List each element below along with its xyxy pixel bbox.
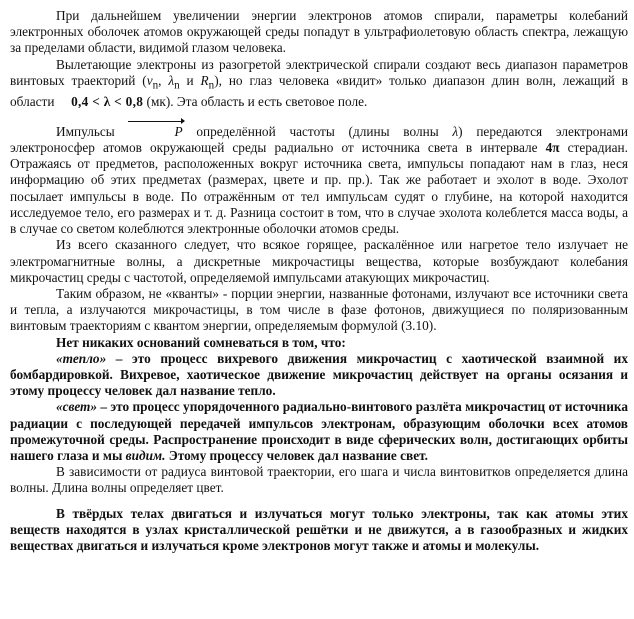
paragraph-wavelength-color: В зависимости от радиуса винтовой траектории, его шага и числа винтовитков определяется длина волны. Длина волны определяет цвет. [10, 464, 628, 496]
text-segment: – это процесс упорядоченного радиально-винтового разлёта микрочастиц от источника радиации с последующей передачей импульсов электронам, образующим оболочки всех атомов промежуточной среды. Распространение происходит в виде сферических волн, достигающих орбиты нашего глаза и мы [10, 399, 628, 463]
conjunction: и [179, 72, 201, 88]
separator: , [158, 72, 169, 88]
text-segment: Этому процессу человек дал название свет. [165, 447, 428, 463]
paragraph-light-definition [10, 399, 628, 464]
paragraph-heat-definition [10, 351, 628, 400]
paragraph-trajectory-parameters [10, 57, 628, 110]
symbol-lambda: λ [452, 123, 459, 139]
term-light: «свет» [56, 399, 98, 415]
text-segment: определённой частоты (длины волны [182, 123, 453, 139]
word-vidim: видим. [125, 447, 166, 463]
text-segment: Импульсы [56, 123, 129, 139]
symbol-nu: ν [146, 72, 153, 88]
text-segment: – это процесс вихревого движения микрочастиц с хаотической взаимной их бомбардировкой. Вихревое, хаотическое движение микрочастиц действует на органы осязания и этому процессу человек дал название тепло. [10, 350, 628, 399]
paragraph-solids-gases: В твёрдых телах двигаться и излучаться могут только электроны, так как атомы этих веществ находятся в узлах кристаллической решётки и не движутся, а в газообразных и жидких веществах двигаться и излучаться кроме электронов могут также и атомы и молекулы. [10, 505, 628, 553]
text-segment: ), но глаз человека «видит» только диапазон длин волн, лежащий в области [10, 72, 629, 109]
term-heat: «тепло» [56, 350, 107, 366]
symbol-lambda: λ [168, 72, 175, 88]
paragraph-discrete-particles: Из всего сказанного следует, что всякое горящее, раскалённое или нагретое тело излучает не электромагнитные волны, а дискретные микрочастицы вещества, которые возбуждают колебания микрочастиц среды с частотой, определяемой импульсами атакующих микрочастиц. [10, 237, 628, 285]
vector-p-symbol: P [128, 124, 182, 140]
subscript: n [174, 79, 180, 92]
text-segment: стерадиан. Отражаясь от предметов, расположенных вокруг источника света, импульсы попадают нам в глаз, неся информацию об этих предметах (размерах, цвете и пр. пр.). Так же работает и эхолот в воде. Эхолот посылает импульсы в воде. По отражённым от тел импульсам судят о глубине, на которой находится исследуемое тело, его размерах и т. д. Разница состоит в том, что в случае эхолота колеблется масса воды, а в случае со светом колеблются электронные оболочки атомов среды. [10, 140, 629, 237]
paragraph-no-doubt: Нет никаких оснований сомневаться в том, что: [56, 334, 346, 350]
subscript: n [208, 79, 215, 92]
text-segment: (мк). Эта область и есть световое поле. [143, 93, 368, 109]
paragraph-quanta: Таким образом, не «кванты» - порции энергии, названные фотонами, излучают все источники света и тепла, а излучаются микрочастицы, в том числе в фазе фотонов, движущиеся по поляризованным винтовым траекториям с квантом энергии, определяемым формулой (3.10). [10, 285, 628, 334]
text-segment: Вылетающие электроны из разогретой электрической спирали создают весь диапазон параметров винтовых траекторий ( [10, 56, 628, 88]
symbol-r: R [200, 72, 209, 88]
subscript: n [152, 79, 159, 92]
paragraph-impulses [10, 124, 628, 237]
paragraph-uv-range: При дальнейшем увеличении энергии электронов атомов спирали, параметры колебаний электронных оболочек атомов окружающей среды попадут в ультрафиолетовую область спектра, лежащую за пределами области, видимой глазом человека. [10, 8, 628, 56]
symbol-4pi: 4π [545, 140, 560, 156]
wavelength-range: 0,4 < λ < 0,8 [71, 93, 144, 109]
text-segment: ) передаются электронами электроносфер атомов окружающей среды радиально от источника света в интервале [10, 123, 628, 156]
